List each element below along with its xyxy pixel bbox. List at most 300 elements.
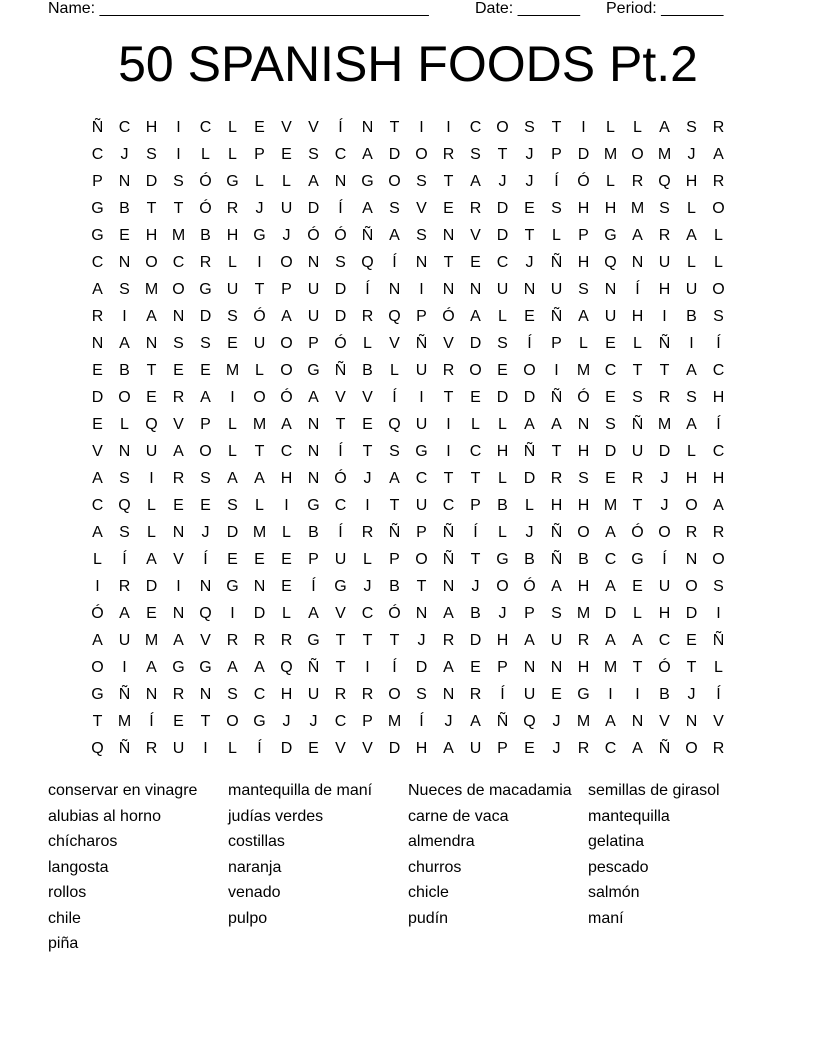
grid-letter: T bbox=[335, 416, 346, 433]
grid-letter: S bbox=[686, 119, 697, 136]
grid-letter: E bbox=[470, 659, 481, 676]
grid-letter: L bbox=[498, 416, 507, 433]
grid-letter: T bbox=[632, 497, 643, 514]
grid-letter: I bbox=[284, 497, 289, 514]
grid-letter: U bbox=[415, 416, 428, 433]
grid-letter: N bbox=[307, 470, 320, 487]
grid-letter: B bbox=[524, 551, 535, 568]
grid-letter: E bbox=[632, 578, 643, 595]
grid-letter: H bbox=[631, 308, 644, 325]
grid-letter: G bbox=[91, 227, 104, 244]
grid-row bbox=[84, 330, 732, 357]
grid-letter: O bbox=[253, 389, 266, 406]
grid-letter: T bbox=[335, 659, 346, 676]
grid-letter: O bbox=[388, 686, 401, 703]
grid-letter: O bbox=[712, 281, 725, 298]
grid-letter: R bbox=[253, 632, 266, 649]
grid-row bbox=[84, 195, 732, 222]
grid-letter: J bbox=[660, 497, 669, 514]
grid-letter: S bbox=[416, 686, 427, 703]
grid-letter: N bbox=[172, 524, 185, 541]
grid-letter: C bbox=[334, 713, 347, 730]
grid-letter: A bbox=[470, 308, 481, 325]
grid-letter: S bbox=[497, 335, 508, 352]
grid-letter: P bbox=[497, 659, 508, 676]
grid-letter: J bbox=[255, 200, 264, 217]
grid-letter: V bbox=[173, 551, 184, 568]
grid-letter: L bbox=[471, 416, 480, 433]
grid-letter: N bbox=[172, 308, 185, 325]
grid-letter: C bbox=[604, 551, 617, 568]
grid-letter: A bbox=[443, 740, 454, 757]
grid-letter: C bbox=[118, 119, 131, 136]
grid-letter: L bbox=[498, 470, 507, 487]
grid-letter: U bbox=[631, 443, 644, 460]
grid-letter: E bbox=[605, 470, 616, 487]
grid-letter: E bbox=[173, 713, 184, 730]
grid-letter: J bbox=[498, 173, 507, 190]
grid-letter: T bbox=[632, 659, 643, 676]
grid-letter: S bbox=[119, 281, 130, 298]
grid-letter: L bbox=[282, 605, 291, 622]
grid-letter: R bbox=[712, 173, 725, 190]
grid-row bbox=[84, 465, 732, 492]
grid-letter: T bbox=[146, 200, 157, 217]
grid-letter: M bbox=[252, 524, 267, 541]
grid-letter: E bbox=[362, 416, 373, 433]
grid-letter: Ó bbox=[307, 227, 320, 244]
grid-letter: L bbox=[255, 362, 264, 379]
grid-letter: S bbox=[200, 335, 211, 352]
page-title: 50 SPANISH FOODS Pt.2 bbox=[118, 36, 698, 92]
grid-letter: D bbox=[523, 389, 536, 406]
grid-letter: E bbox=[92, 362, 103, 379]
grid-letter: C bbox=[361, 605, 374, 622]
grid-letter: Q bbox=[658, 173, 671, 190]
grid-letter: L bbox=[228, 146, 237, 163]
grid-row bbox=[84, 735, 732, 762]
grid-letter: Q bbox=[361, 254, 374, 271]
grid-letter: L bbox=[120, 416, 129, 433]
grid-letter: A bbox=[713, 146, 724, 163]
grid-letter: Ó bbox=[334, 470, 347, 487]
grid-letter: E bbox=[308, 740, 319, 757]
grid-letter: A bbox=[281, 308, 292, 325]
grid-letter: Q bbox=[604, 254, 617, 271]
grid-letter: E bbox=[686, 632, 697, 649]
grid-letter: P bbox=[416, 308, 427, 325]
grid-letter: T bbox=[686, 659, 697, 676]
grid-letter: V bbox=[416, 200, 427, 217]
grid-letter: H bbox=[496, 443, 509, 460]
word-list-item: venado bbox=[228, 884, 281, 901]
grid-letter: N bbox=[307, 443, 320, 460]
grid-letter: G bbox=[91, 200, 104, 217]
grid-letter: N bbox=[199, 578, 212, 595]
grid-letter: E bbox=[281, 146, 292, 163]
grid-letter: O bbox=[631, 146, 644, 163]
word-list-item: semillas de girasol bbox=[588, 782, 720, 799]
grid-letter: J bbox=[444, 713, 453, 730]
grid-letter: C bbox=[253, 686, 266, 703]
grid-letter: B bbox=[470, 605, 481, 622]
grid-letter: C bbox=[334, 146, 347, 163]
grid-letter: O bbox=[199, 443, 212, 460]
grid-letter: T bbox=[200, 713, 211, 730]
grid-letter: T bbox=[551, 443, 562, 460]
grid-row bbox=[84, 114, 732, 141]
grid-letter: Ñ bbox=[550, 389, 563, 406]
grid-letter: N bbox=[307, 416, 320, 433]
grid-letter: N bbox=[388, 281, 401, 298]
grid-letter: Ñ bbox=[442, 551, 455, 568]
grid-letter: A bbox=[605, 713, 616, 730]
grid-letter: A bbox=[524, 416, 535, 433]
grid-letter: Ñ bbox=[91, 119, 104, 136]
grid-letter: M bbox=[603, 497, 618, 514]
grid-letter: A bbox=[389, 227, 400, 244]
grid-letter: H bbox=[658, 281, 671, 298]
grid-letter: Ó bbox=[253, 308, 266, 325]
grid-letter: A bbox=[362, 200, 373, 217]
grid-letter: N bbox=[172, 605, 185, 622]
grid-letter: E bbox=[497, 362, 508, 379]
grid-letter: N bbox=[442, 578, 455, 595]
grid-letter: T bbox=[92, 713, 103, 730]
grid-letter: S bbox=[605, 416, 616, 433]
grid-row bbox=[84, 222, 732, 249]
grid-letter: T bbox=[659, 362, 670, 379]
grid-letter: O bbox=[280, 254, 293, 271]
grid-letter: C bbox=[91, 254, 104, 271]
grid-letter: T bbox=[443, 470, 454, 487]
grid-letter: E bbox=[551, 686, 562, 703]
grid-letter: J bbox=[201, 524, 210, 541]
grid-letter: S bbox=[119, 470, 130, 487]
grid-letter: N bbox=[415, 254, 428, 271]
grid-letter: U bbox=[253, 335, 266, 352]
grid-letter: M bbox=[657, 416, 672, 433]
grid-letter: Í bbox=[311, 578, 316, 595]
grid-letter: J bbox=[525, 524, 534, 541]
grid-letter: C bbox=[604, 740, 617, 757]
grid-letter: D bbox=[199, 308, 212, 325]
grid-letter: Ñ bbox=[388, 524, 401, 541]
grid-letter: S bbox=[686, 389, 697, 406]
grid-letter: Ñ bbox=[658, 740, 671, 757]
grid-letter: P bbox=[362, 713, 373, 730]
grid-letter: H bbox=[145, 227, 158, 244]
grid-letter: T bbox=[497, 146, 508, 163]
grid-letter: J bbox=[282, 227, 291, 244]
grid-letter: Ó bbox=[199, 200, 212, 217]
grid-letter: Q bbox=[145, 416, 158, 433]
grid-letter: E bbox=[254, 119, 265, 136]
grid-letter: U bbox=[145, 443, 158, 460]
grid-letter: L bbox=[687, 200, 696, 217]
grid-letter: U bbox=[307, 308, 320, 325]
grid-letter: D bbox=[145, 578, 158, 595]
grid-letter: H bbox=[712, 470, 725, 487]
grid-letter: T bbox=[335, 632, 346, 649]
grid-letter: A bbox=[92, 524, 103, 541]
grid-letter: D bbox=[388, 146, 401, 163]
grid-letter: E bbox=[146, 389, 157, 406]
grid-letter: O bbox=[469, 362, 482, 379]
grid-letter: Ñ bbox=[631, 416, 644, 433]
word-list-item: Nueces de macadamia bbox=[408, 782, 572, 799]
grid-letter: E bbox=[470, 389, 481, 406]
grid-letter: N bbox=[145, 335, 158, 352]
grid-letter: H bbox=[577, 659, 590, 676]
grid-letter: Ñ bbox=[442, 524, 455, 541]
grid-letter: U bbox=[523, 686, 536, 703]
grid-letter: Í bbox=[122, 551, 127, 568]
grid-letter: N bbox=[145, 686, 158, 703]
grid-letter: Ñ bbox=[334, 362, 347, 379]
grid-letter: T bbox=[389, 497, 400, 514]
grid-letter: R bbox=[442, 362, 455, 379]
grid-letter: H bbox=[604, 200, 617, 217]
grid-row bbox=[84, 573, 732, 600]
grid-letter: A bbox=[605, 578, 616, 595]
grid-letter: L bbox=[147, 524, 156, 541]
grid-letter: C bbox=[604, 362, 617, 379]
grid-letter: V bbox=[92, 443, 103, 460]
grid-letter: T bbox=[470, 551, 481, 568]
grid-letter: Í bbox=[338, 443, 343, 460]
grid-letter: A bbox=[632, 632, 643, 649]
grid-letter: G bbox=[577, 686, 590, 703]
grid-letter: B bbox=[200, 227, 211, 244]
grid-letter: A bbox=[578, 308, 589, 325]
grid-letter: P bbox=[416, 524, 427, 541]
grid-letter: S bbox=[551, 605, 562, 622]
grid-letter: Ó bbox=[442, 308, 455, 325]
grid-row bbox=[84, 681, 732, 708]
grid-letter: A bbox=[92, 281, 103, 298]
grid-letter: P bbox=[389, 551, 400, 568]
grid-letter: Ó bbox=[199, 173, 212, 190]
grid-letter: N bbox=[631, 713, 644, 730]
grid-letter: B bbox=[497, 497, 508, 514]
grid-letter: T bbox=[362, 632, 373, 649]
grid-letter: S bbox=[119, 524, 130, 541]
grid-letter: V bbox=[443, 335, 454, 352]
grid-letter: Ñ bbox=[118, 686, 131, 703]
grid-letter: N bbox=[253, 578, 266, 595]
grid-letter: I bbox=[176, 119, 181, 136]
grid-row bbox=[84, 519, 732, 546]
grid-letter: J bbox=[417, 632, 426, 649]
grid-letter: C bbox=[712, 362, 725, 379]
grid-letter: I bbox=[419, 389, 424, 406]
grid-letter: T bbox=[416, 578, 427, 595]
grid-letter: A bbox=[254, 659, 265, 676]
word-list-item: salmón bbox=[588, 884, 640, 901]
grid-letter: A bbox=[308, 389, 319, 406]
grid-letter: U bbox=[658, 578, 671, 595]
grid-letter: C bbox=[658, 632, 671, 649]
grid-letter: M bbox=[171, 227, 186, 244]
grid-letter: T bbox=[362, 443, 373, 460]
grid-letter: S bbox=[173, 335, 184, 352]
grid-letter: G bbox=[226, 173, 239, 190]
grid-row bbox=[84, 303, 732, 330]
grid-letter: C bbox=[415, 470, 428, 487]
grid-letter: R bbox=[172, 470, 185, 487]
grid-letter: E bbox=[119, 227, 130, 244]
grid-letter: A bbox=[227, 470, 238, 487]
grid-letter: Í bbox=[338, 119, 343, 136]
grid-letter: O bbox=[280, 362, 293, 379]
grid-letter: Í bbox=[635, 281, 640, 298]
grid-letter: A bbox=[443, 659, 454, 676]
grid-letter: Q bbox=[91, 740, 104, 757]
grid-letter: L bbox=[606, 173, 615, 190]
grid-letter: L bbox=[579, 335, 588, 352]
grid-letter: R bbox=[577, 740, 590, 757]
grid-letter: G bbox=[199, 659, 212, 676]
grid-letter: C bbox=[469, 119, 482, 136]
word-list-item: maní bbox=[588, 909, 624, 927]
grid-letter: Ñ bbox=[496, 713, 509, 730]
grid-letter: G bbox=[199, 281, 212, 298]
grid-letter: B bbox=[686, 308, 697, 325]
grid-letter: I bbox=[446, 119, 451, 136]
grid-letter: A bbox=[605, 632, 616, 649]
grid-letter: A bbox=[605, 524, 616, 541]
grid-letter: I bbox=[419, 281, 424, 298]
grid-letter: B bbox=[389, 578, 400, 595]
grid-letter: R bbox=[658, 227, 671, 244]
grid-letter: L bbox=[282, 173, 291, 190]
grid-letter: I bbox=[149, 470, 154, 487]
grid-letter: V bbox=[713, 713, 724, 730]
grid-letter: Í bbox=[392, 659, 397, 676]
grid-letter: U bbox=[550, 281, 563, 298]
grid-letter: J bbox=[363, 470, 372, 487]
grid-row bbox=[84, 249, 732, 276]
grid-letter: S bbox=[146, 146, 157, 163]
grid-letter: B bbox=[119, 362, 130, 379]
grid-letter: P bbox=[524, 605, 535, 622]
grid-letter: G bbox=[361, 173, 374, 190]
grid-letter: Q bbox=[388, 308, 401, 325]
grid-letter: Ó bbox=[523, 578, 536, 595]
grid-row bbox=[84, 492, 732, 519]
grid-letter: U bbox=[685, 281, 698, 298]
grid-letter: T bbox=[443, 389, 454, 406]
grid-letter: U bbox=[550, 632, 563, 649]
grid-letter: N bbox=[118, 173, 131, 190]
grid-letter: Ñ bbox=[550, 308, 563, 325]
grid-letter: J bbox=[552, 713, 561, 730]
grid-letter: J bbox=[282, 713, 291, 730]
grid-letter: U bbox=[172, 740, 185, 757]
grid-row bbox=[84, 708, 732, 735]
period-field-label: Period: _______ bbox=[606, 0, 724, 17]
grid-letter: L bbox=[282, 524, 291, 541]
grid-letter: M bbox=[576, 605, 591, 622]
grid-letter: M bbox=[576, 713, 591, 730]
grid-letter: H bbox=[712, 389, 725, 406]
grid-letter: U bbox=[307, 686, 320, 703]
grid-letter: V bbox=[659, 713, 670, 730]
grid-letter: H bbox=[685, 173, 698, 190]
grid-letter: E bbox=[524, 200, 535, 217]
grid-letter: T bbox=[254, 281, 265, 298]
grid-letter: Í bbox=[149, 713, 154, 730]
grid-letter: M bbox=[144, 632, 159, 649]
grid-letter: S bbox=[578, 470, 589, 487]
grid-letter: T bbox=[146, 362, 157, 379]
grid-letter: E bbox=[443, 200, 454, 217]
grid-letter: C bbox=[712, 443, 725, 460]
grid-letter: T bbox=[524, 227, 535, 244]
grid-letter: E bbox=[146, 605, 157, 622]
grid-letter: P bbox=[200, 416, 211, 433]
grid-letter: Í bbox=[203, 551, 208, 568]
grid-letter: O bbox=[172, 281, 185, 298]
grid-letter: R bbox=[469, 686, 482, 703]
grid-letter: A bbox=[389, 470, 400, 487]
grid-letter: I bbox=[176, 578, 181, 595]
grid-letter: V bbox=[308, 119, 319, 136]
grid-letter: H bbox=[658, 605, 671, 622]
grid-letter: H bbox=[577, 200, 590, 217]
grid-letter: Í bbox=[527, 335, 532, 352]
grid-letter: C bbox=[91, 146, 104, 163]
grid-letter: E bbox=[200, 497, 211, 514]
grid-letter: P bbox=[281, 281, 292, 298]
grid-letter: S bbox=[227, 497, 238, 514]
grid-letter: A bbox=[551, 578, 562, 595]
grid-letter: G bbox=[604, 227, 617, 244]
grid-letter: V bbox=[362, 389, 373, 406]
grid-letter: L bbox=[255, 497, 264, 514]
grid-letter: Ó bbox=[280, 389, 293, 406]
grid-letter: S bbox=[713, 578, 724, 595]
grid-letter: R bbox=[685, 524, 698, 541]
grid-letter: A bbox=[146, 659, 157, 676]
grid-letter: I bbox=[635, 686, 640, 703]
grid-letter: M bbox=[657, 146, 672, 163]
grid-letter: N bbox=[523, 659, 536, 676]
grid-letter: V bbox=[470, 227, 481, 244]
grid-letter: Ñ bbox=[415, 335, 428, 352]
grid-letter: I bbox=[662, 308, 667, 325]
grid-letter: Í bbox=[392, 389, 397, 406]
grid-letter: Í bbox=[716, 416, 721, 433]
grid-letter: Í bbox=[257, 740, 262, 757]
grid-letter: Ó bbox=[631, 524, 644, 541]
word-list-item: alubias al horno bbox=[48, 807, 161, 825]
grid-letter: L bbox=[714, 254, 723, 271]
grid-letter: S bbox=[308, 146, 319, 163]
grid-letter: I bbox=[446, 443, 451, 460]
word-list-item: costillas bbox=[228, 833, 285, 850]
grid-letter: L bbox=[228, 119, 237, 136]
grid-letter: Ó bbox=[658, 659, 671, 676]
grid-letter: P bbox=[470, 497, 481, 514]
grid-letter: Í bbox=[473, 524, 478, 541]
grid-letter: L bbox=[498, 308, 507, 325]
grid-letter: L bbox=[498, 524, 507, 541]
grid-letter: Ñ bbox=[658, 335, 671, 352]
grid-letter: I bbox=[554, 362, 559, 379]
grid-letter: E bbox=[173, 497, 184, 514]
